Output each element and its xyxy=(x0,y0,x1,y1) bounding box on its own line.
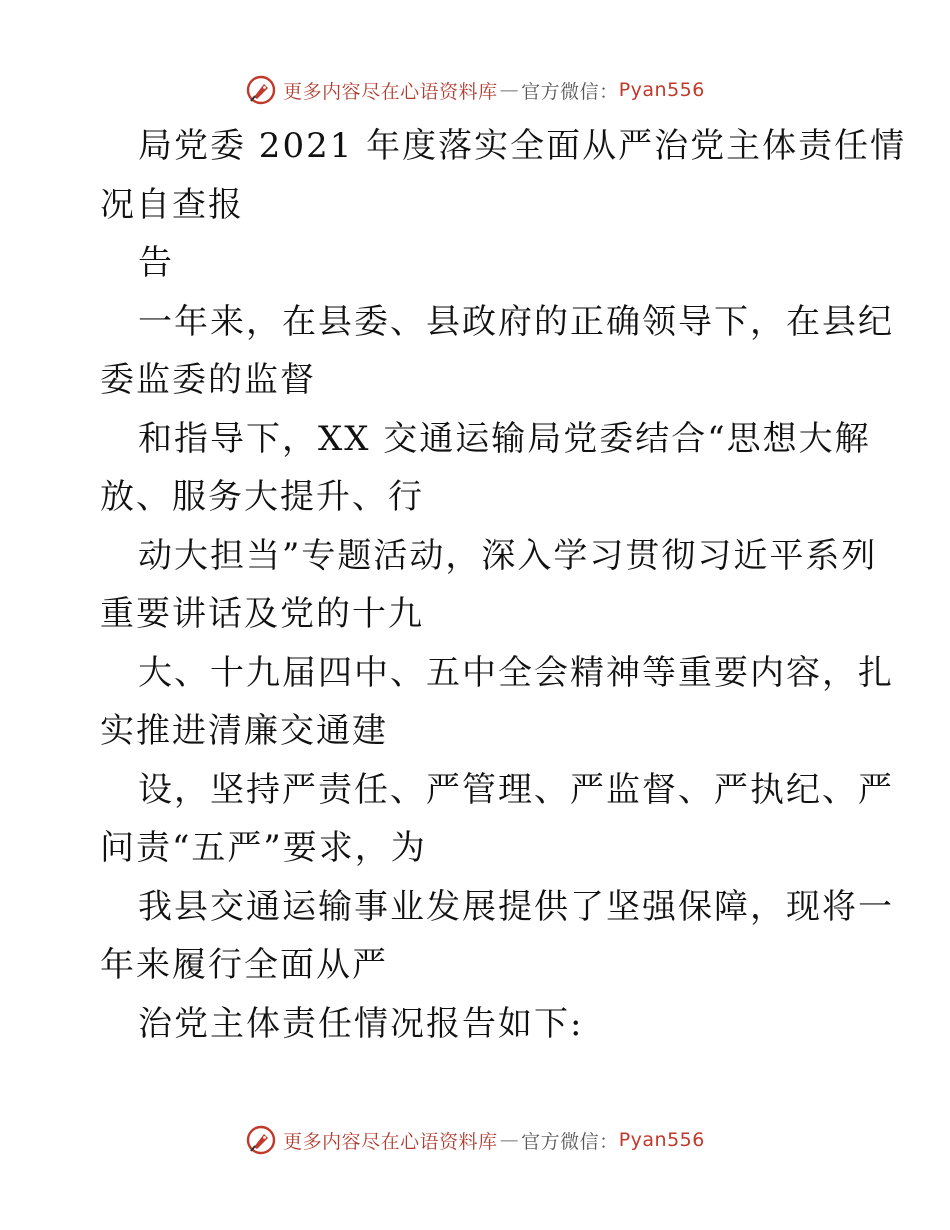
text-line: 重要讲话及党的十九 xyxy=(100,594,424,634)
text-line: 况自查报 xyxy=(100,184,244,225)
watermark-text: 更多内容尽在心语资料库 xyxy=(283,80,498,103)
text-line: 问责“五严”要求，为 xyxy=(100,828,427,868)
text-line: 年来履行全面从严 xyxy=(100,945,388,985)
watermark-separator: — xyxy=(499,79,520,101)
text-line: 委监委的监督 xyxy=(100,360,316,400)
text-line: 实推进清廉交通建 xyxy=(100,711,388,751)
watermark-wechat-label: 官方微信： xyxy=(521,80,619,103)
pen-nib-logo-icon xyxy=(245,74,277,106)
watermark-footer xyxy=(0,1120,950,1160)
watermark-separator: — xyxy=(499,1129,520,1151)
text-line: 局党委 2021 年度落实全面从严治党主体责任情 xyxy=(138,126,907,166)
text-line: 一年来，在县委、县政府的正确领导下，在县纪 xyxy=(138,301,894,342)
watermark-text: 更多内容尽在心语资料库 xyxy=(283,1130,498,1153)
watermark-wechat-label: 官方微信： xyxy=(521,1130,619,1153)
watermark-account: Pyan556 xyxy=(618,1129,705,1151)
text-line: 大、十九届四中、五中全会精神等重要内容，扎 xyxy=(138,652,894,693)
document-body xyxy=(100,117,907,1053)
text-line: 动大担当”专题活动，深入学习贯彻习近平系列 xyxy=(138,535,878,576)
text-line: 和指导下，XX 交通运输局党委结合“思想大解 xyxy=(138,418,871,459)
watermark-account: Pyan556 xyxy=(618,79,705,101)
text-line: 治党主体责任情况报告如下: xyxy=(138,1003,584,1044)
text-line: 设，坚持严责任、严管理、严监督、严执纪、严 xyxy=(138,769,894,810)
pen-nib-logo-icon xyxy=(245,1124,277,1156)
text-line: 告 xyxy=(138,243,174,283)
text-line: 放、服务大提升、行 xyxy=(100,477,424,517)
text-line: 我县交通运输事业发展提供了坚强保障，现将一 xyxy=(138,886,894,927)
watermark-header xyxy=(0,70,950,110)
